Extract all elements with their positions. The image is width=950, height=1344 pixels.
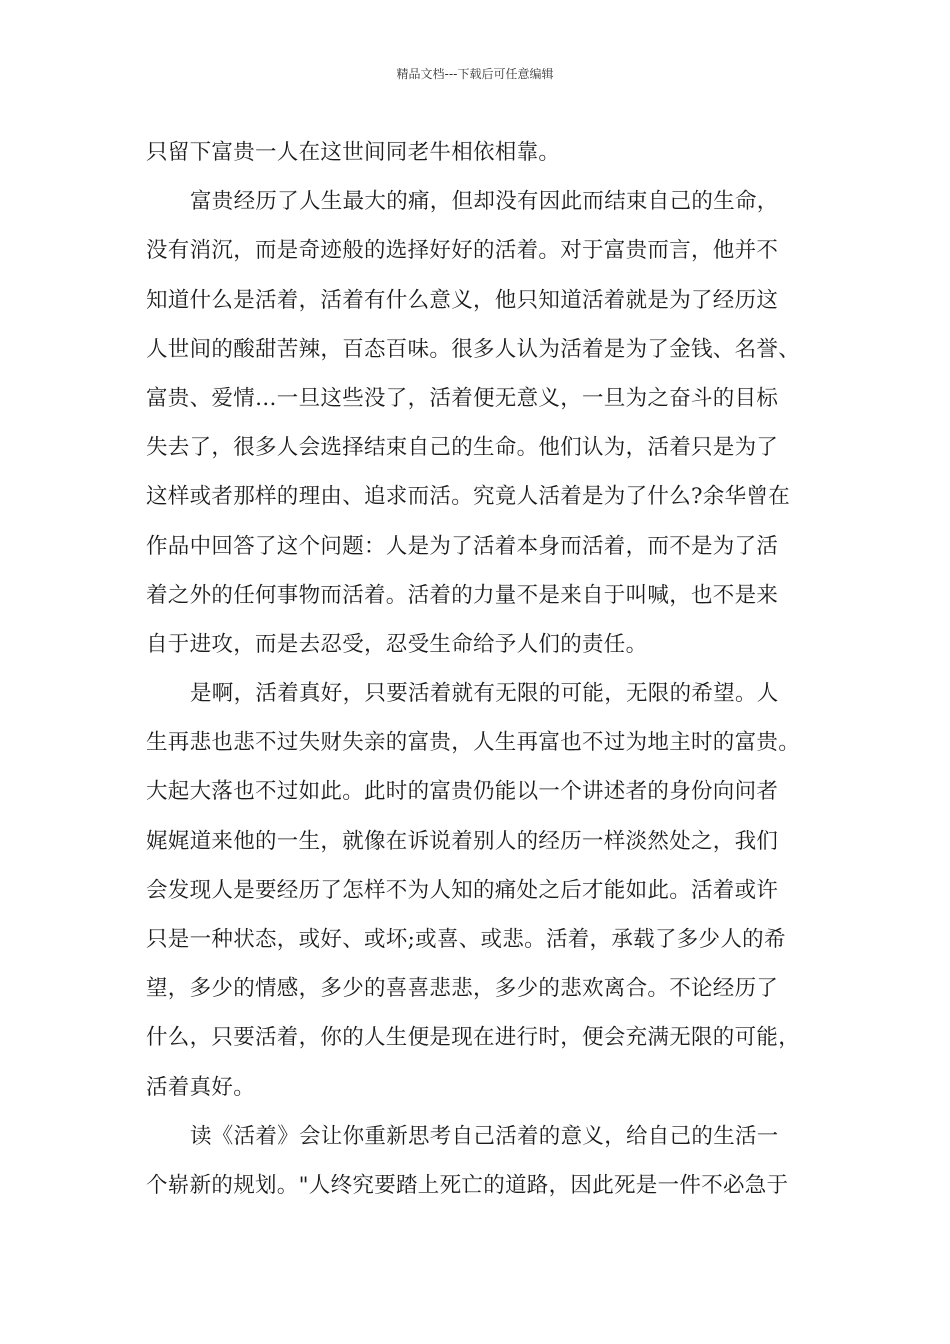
text-line: 什么，只要活着，你的人生便是现在进行时，便会充满无限的可能， [146, 1025, 801, 1051]
text-line: 这样或者那样的理由、追求而活。究竟人活着是为了什么?余华曾在 [146, 484, 791, 510]
text-line: 娓娓道来他的一生，就像在诉说着别人的经历一样淡然处之，我们 [146, 828, 779, 854]
text-line: 大起大落也不过如此。此时的富贵仍能以一个讲述者的身份向问者 [146, 779, 779, 805]
text-line: 活着真好。 [146, 1074, 256, 1100]
text-line: 知道什么是活着，活着有什么意义，他只知道活着就是为了经历这 [146, 287, 779, 313]
text-line: 望，多少的情感，多少的喜喜悲悲，多少的悲欢离合。不论经历了 [146, 976, 779, 1002]
text-line: 人世间的酸甜苦辣，百态百味。很多人认为活着是为了金钱、名誉、 [146, 336, 801, 362]
body-text [146, 128, 814, 1210]
text-line: 个崭新的规划。"人终究要踏上死亡的道路，因此死是一件不必急于 [146, 1172, 789, 1198]
page-header: 精品文档---下载后可任意编辑 [396, 67, 554, 81]
text-line: 只留下富贵一人在这世间同老牛相依相靠。 [146, 140, 561, 165]
text-line: 只是一种状态，或好、或坏;或喜、或悲。活着，承载了多少人的希 [146, 927, 786, 952]
paragraph-start-line: 富贵经历了人生最大的痛，但却没有因此而结束自己的生命， [190, 189, 779, 215]
text-line: 没有消沉，而是奇迹般的选择好好的活着。对于富贵而言，他并不 [146, 238, 779, 264]
text-line: 失去了，很多人会选择结束自己的生命。他们认为，活着只是为了 [146, 435, 779, 461]
text-line: 作品中回答了这个问题：人是为了活着本身而活着，而不是为了活 [146, 533, 779, 559]
text-line: 会发现人是要经历了怎样不为人知的痛处之后才能如此。活着或许 [146, 877, 779, 903]
paragraph-start-line: 是啊，活着真好，只要活着就有无限的可能，无限的希望。人 [190, 681, 779, 707]
text-line: 着之外的任何事物而活着。活着的力量不是来自于叫喊，也不是来 [146, 582, 779, 608]
text-line: 生再悲也悲不过失财失亲的富贵，人生再富也不过为地主时的富贵。 [146, 730, 801, 756]
paragraph-start-line: 读《活着》会让你重新思考自己活着的意义，给自己的生活一 [190, 1123, 779, 1149]
text-line: 富贵、爱情…一旦这些没了，活着便无意义，一旦为之奋斗的目标 [146, 385, 779, 411]
text-line: 自于进攻，而是去忍受，忍受生命给予人们的责任。 [146, 631, 648, 657]
